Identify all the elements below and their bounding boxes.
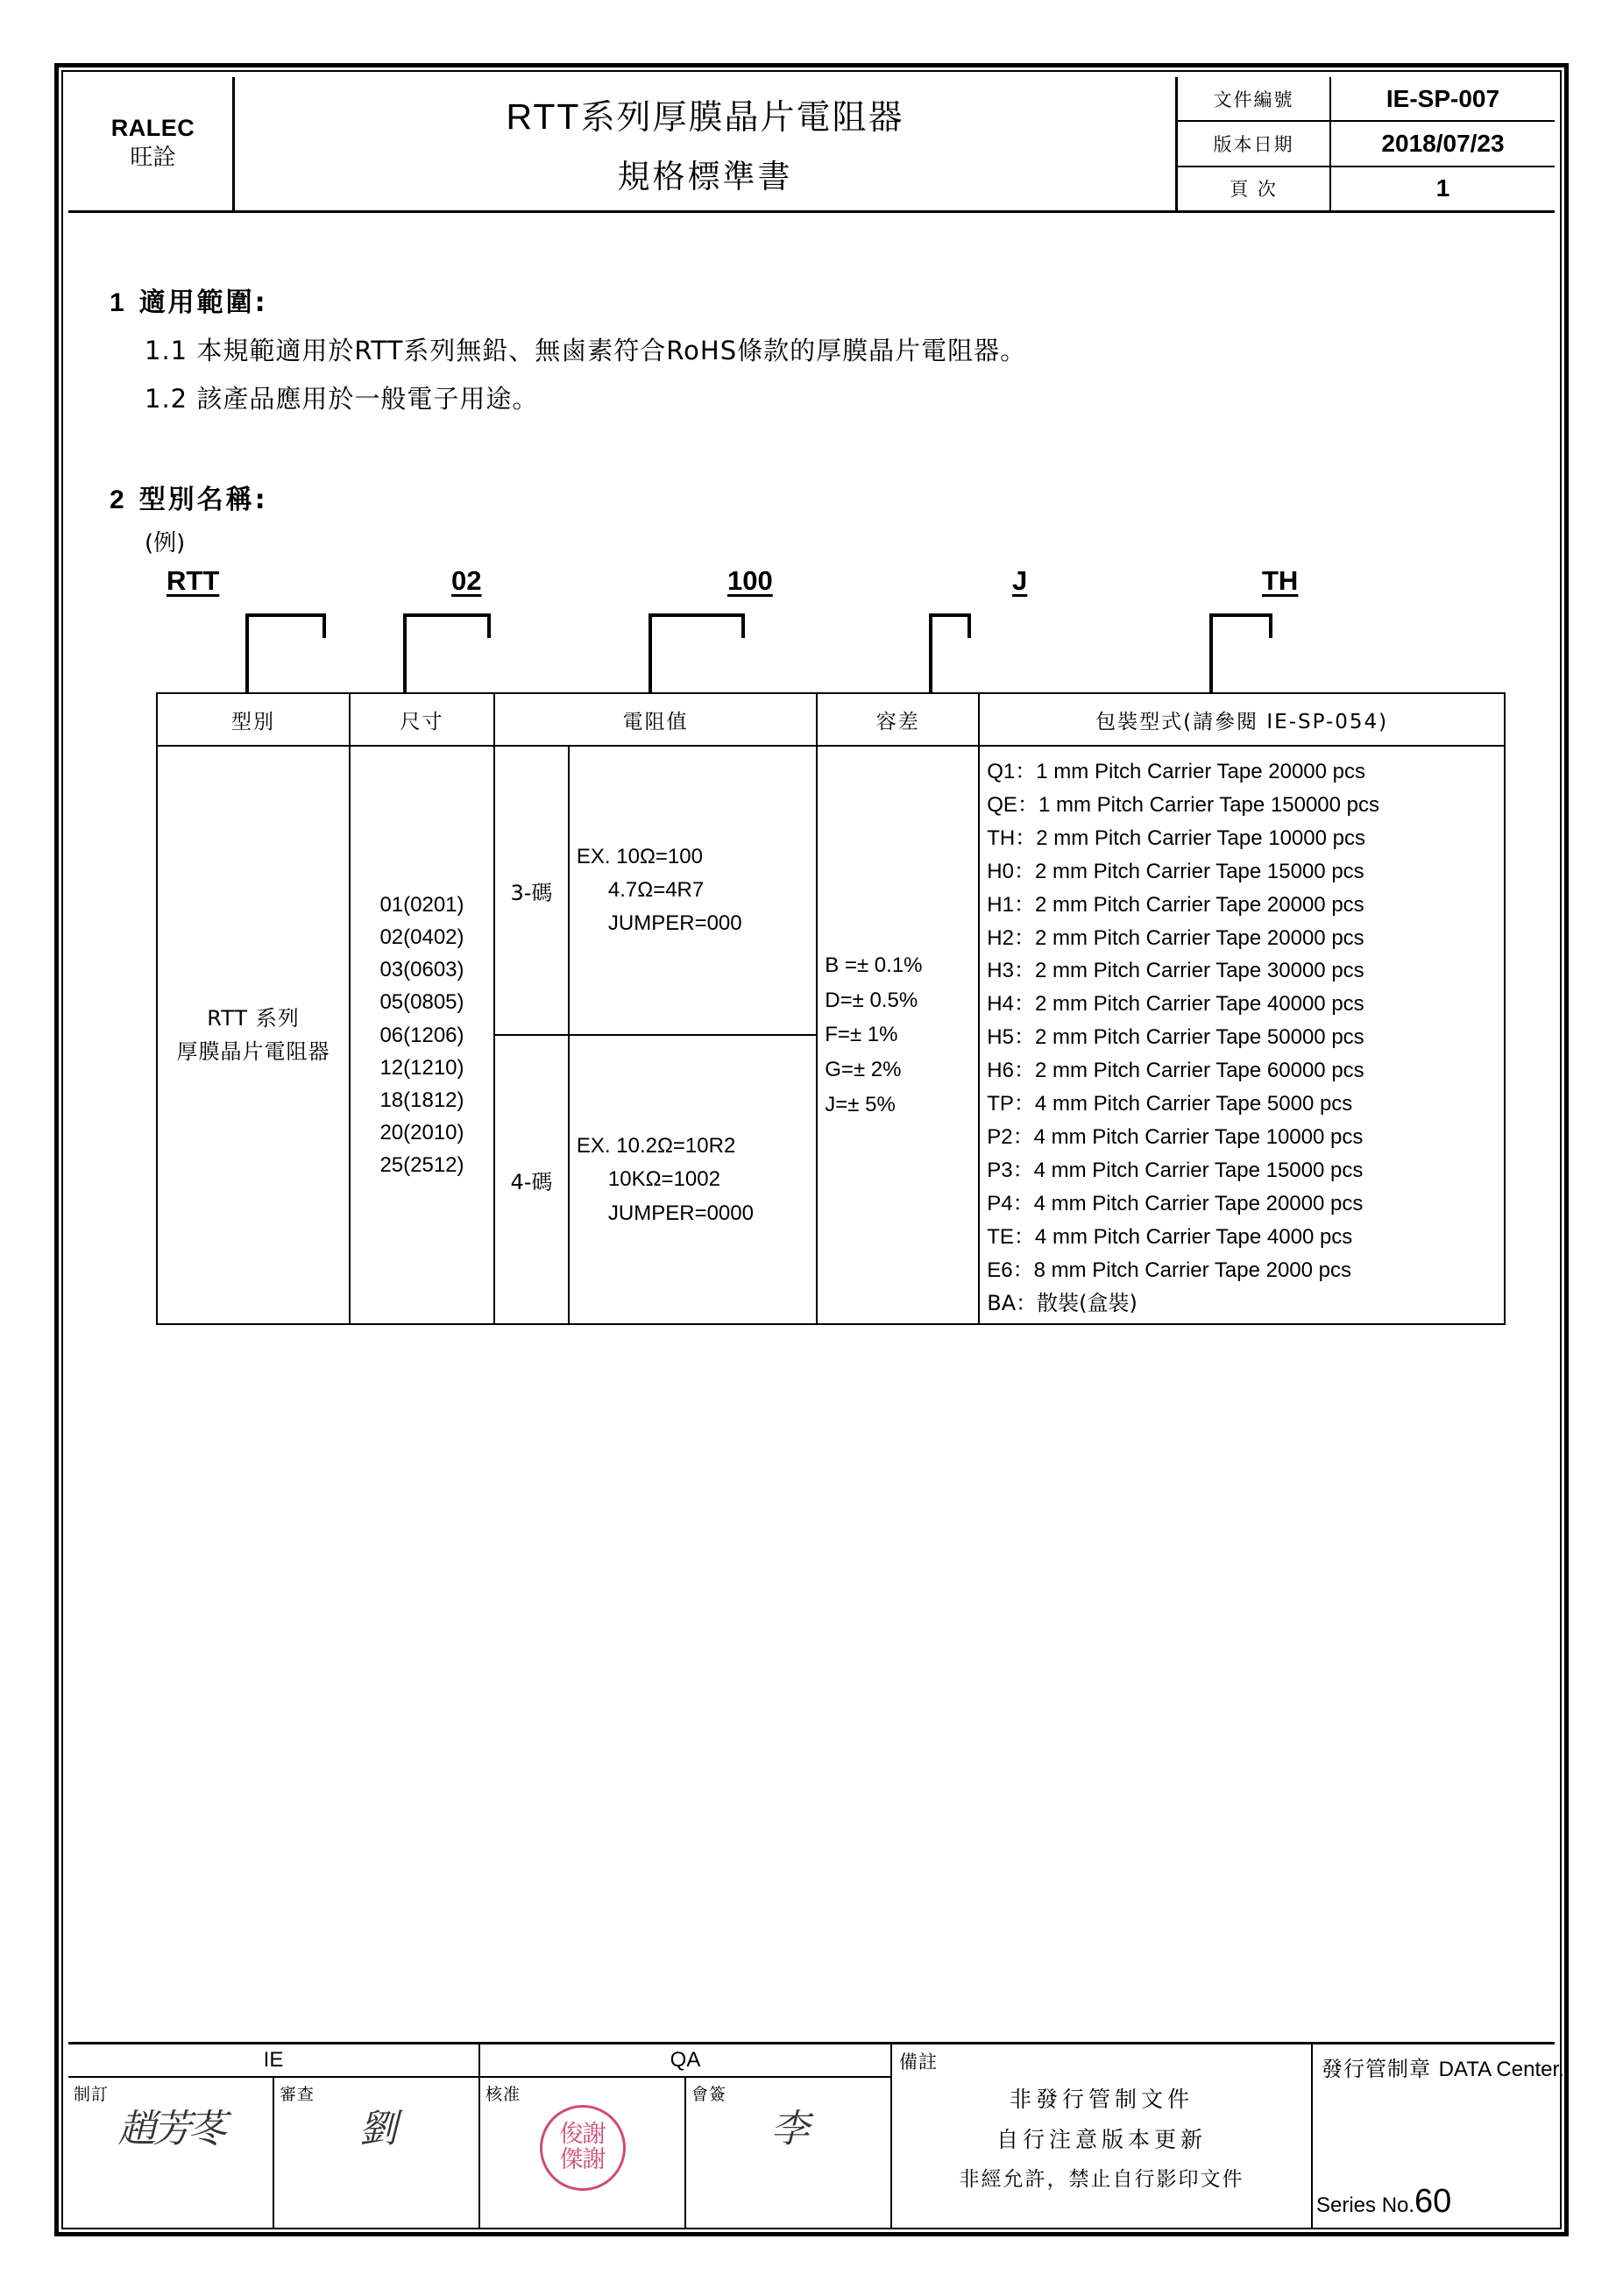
document-title-line1-cn: 系列厚膜晶片電阻器 <box>580 98 904 138</box>
footer-issue-block <box>1313 2044 1564 2229</box>
table-row <box>157 746 1505 1035</box>
footer-notes-text <box>892 2080 1311 2198</box>
size-item: 02(0402) <box>379 925 464 950</box>
doc-date-value: 2018/07/23 <box>1381 129 1505 157</box>
cell-type <box>157 746 350 1324</box>
resistance-example-line: JUMPER=000 <box>607 911 742 936</box>
doc-page-value: 1 <box>1435 174 1450 202</box>
document-title-line2: 規格標準書 <box>617 158 793 195</box>
section-partnumber <box>110 478 1512 557</box>
packaging-item: H4：2 mm Pitch Carrier Tape 40000 pcs <box>987 992 1364 1017</box>
section-scope-line-1: 1.1 本規範適用於RTT系列無鉛、無鹵素符合RoHS條款的厚膜晶片電阻器。 <box>145 336 1027 365</box>
part-number-segment-tolerance: J <box>1012 565 1028 596</box>
size-item: 25(2512) <box>379 1153 464 1178</box>
packaging-item: P2：4 mm Pitch Carrier Tape 10000 pcs <box>987 1124 1364 1149</box>
document-title-series: RTT <box>506 96 581 137</box>
signature-cell-countersign <box>686 2078 890 2229</box>
part-number-segment-resistance: 100 <box>727 565 773 596</box>
resistance-example-line: EX. 10Ω=100 <box>576 844 703 868</box>
packaging-item: H5：2 mm Pitch Carrier Tape 50000 pcs <box>987 1025 1364 1050</box>
size-item: 05(0805) <box>379 990 464 1015</box>
signature-cell-reviewed <box>274 2078 480 2229</box>
signature-mark-countersign: 李 <box>770 2107 806 2151</box>
part-number-segment-size: 02 <box>451 565 482 596</box>
leader-line-tolerance <box>929 613 990 692</box>
packaging-item: Q1：1 mm Pitch Carrier Tape 20000 pcs <box>987 760 1366 783</box>
resistance-example-line: 4.7Ω=4R7 <box>607 877 705 902</box>
approval-stamp-icon <box>540 2105 626 2191</box>
doc-number-row <box>1178 77 1555 122</box>
signature-label-reviewed: 審查 <box>280 2085 315 2104</box>
brand-name-cn: 旺詮 <box>130 144 176 171</box>
signature-mark-reviewed: 劉 <box>358 2107 394 2151</box>
section-scope-line-2: 1.2 該產品應用於一般電子用途。 <box>145 384 539 414</box>
doc-date-label: 版本日期 <box>1178 122 1331 165</box>
doc-page-row <box>1178 167 1555 210</box>
packaging-item: TE：4 mm Pitch Carrier Tape 4000 pcs <box>987 1224 1353 1249</box>
cell-code-3digit: 3-碼 <box>494 746 569 1035</box>
series-number-label: Series No. <box>1316 2193 1415 2217</box>
signature-label-countersign: 會簽 <box>691 2085 727 2104</box>
part-number-breakdown <box>149 565 1516 600</box>
leader-line-type <box>245 613 351 692</box>
tolerance-item: G=± 2% <box>825 1058 902 1081</box>
tolerance-item: F=± 1% <box>825 1023 898 1047</box>
doc-number-value: IE-SP-007 <box>1386 84 1500 112</box>
tolerance-item: B =± 0.1% <box>825 953 923 978</box>
stamp-line1: 俊謝 <box>559 2121 606 2149</box>
leader-line-packaging <box>1209 613 1288 692</box>
document-footer <box>68 2042 1564 2229</box>
packaging-item: BA：散裝(盒裝) <box>987 1290 1138 1315</box>
packaging-item: H6：2 mm Pitch Carrier Tape 60000 pcs <box>987 1059 1364 1083</box>
leader-line-size <box>403 613 517 692</box>
cell-sizes <box>350 746 494 1324</box>
footer-notes-block <box>892 2044 1313 2229</box>
footer-department-qa: QA <box>670 2048 701 2072</box>
footer-signature-row <box>68 2078 890 2229</box>
document-header <box>68 77 1555 213</box>
signature-cell-approved <box>480 2078 686 2229</box>
packaging-item: TP：4 mm Pitch Carrier Tape 5000 pcs <box>987 1092 1353 1116</box>
part-number-segment-packaging: TH <box>1262 565 1299 596</box>
document-meta-block <box>1178 77 1555 210</box>
packaging-item: H1：2 mm Pitch Carrier Tape 20000 pcs <box>987 892 1364 917</box>
size-item: 01(0201) <box>379 892 464 917</box>
tolerance-item: J=± 5% <box>825 1092 896 1116</box>
resistance-example-line: EX. 10.2Ω=10R2 <box>576 1133 736 1158</box>
packaging-item: P3：4 mm Pitch Carrier Tape 15000 pcs <box>987 1158 1364 1182</box>
issue-control-label: 發行管制章 <box>1322 2057 1431 2081</box>
issue-control-value: DATA Center. <box>1438 2058 1564 2081</box>
cell-tolerance <box>817 746 979 1324</box>
section-partnumber-number: 2 <box>110 485 127 514</box>
size-item: 18(1812) <box>379 1088 464 1112</box>
doc-number-label: 文件編號 <box>1178 77 1331 120</box>
document-title-line1 <box>507 90 904 139</box>
signature-label-approved: 核准 <box>485 2085 521 2104</box>
resistance-example-line: 10KΩ=1002 <box>607 1167 720 1192</box>
packaging-item: H2：2 mm Pitch Carrier Tape 20000 pcs <box>987 925 1364 950</box>
packaging-item: H3：2 mm Pitch Carrier Tape 30000 pcs <box>987 959 1364 983</box>
size-item: 06(1206) <box>379 1023 464 1047</box>
section-scope <box>110 280 1512 415</box>
stamp-line2: 傑謝 <box>559 2145 606 2173</box>
section-scope-heading <box>110 280 1512 319</box>
cell-type-line1: RTT 系列 <box>207 1005 300 1031</box>
section-partnumber-example-note: (例) <box>145 530 186 556</box>
th-resistance: 電阻值 <box>494 693 817 746</box>
th-packaging: 包裝型式(請參閱 IE-SP-054) <box>979 693 1505 746</box>
size-item: 20(2010) <box>379 1121 464 1145</box>
packaging-item: E6：8 mm Pitch Carrier Tape 2000 pcs <box>987 1258 1351 1282</box>
footer-notes-label: 備註 <box>899 2052 938 2073</box>
cell-packaging <box>979 746 1505 1324</box>
th-size: 尺寸 <box>350 693 494 746</box>
cell-resistance-4digit <box>569 1035 817 1324</box>
th-tolerance: 容差 <box>817 693 979 746</box>
part-number-segment-type: RTT <box>167 565 220 596</box>
cell-type-line2: 厚膜晶片電阻器 <box>176 1039 330 1065</box>
packaging-item: TH：2 mm Pitch Carrier Tape 10000 pcs <box>987 826 1365 850</box>
section-scope-title: 適用範圍: <box>138 287 268 318</box>
section-scope-number: 1 <box>110 288 127 317</box>
packaging-item: P4：4 mm Pitch Carrier Tape 20000 pcs <box>987 1191 1364 1215</box>
packaging-item: QE：1 mm Pitch Carrier Tape 150000 pcs <box>987 792 1380 817</box>
footer-signature-block <box>68 2044 892 2229</box>
section-partnumber-heading <box>110 478 1512 516</box>
issue-control-stamp <box>1322 2052 1564 2082</box>
footer-note-line: 非發行管制文件 <box>1009 2087 1194 2112</box>
doc-page-label: 頁 次 <box>1178 167 1331 210</box>
signature-mark-drafted: 趙芳苳 <box>117 2107 223 2151</box>
part-number-table <box>156 692 1506 1325</box>
series-number-value: 60 <box>1414 2183 1452 2220</box>
packaging-item: H0：2 mm Pitch Carrier Tape 15000 pcs <box>987 859 1364 883</box>
th-type: 型別 <box>157 693 350 746</box>
doc-date-row <box>1178 122 1555 167</box>
document-title <box>235 77 1178 210</box>
cell-code-4digit: 4-碼 <box>494 1035 569 1324</box>
leader-line-resistance <box>648 613 762 692</box>
footer-department-row <box>68 2044 890 2078</box>
size-item: 12(1210) <box>379 1055 464 1080</box>
resistance-example-line: JUMPER=0000 <box>607 1201 754 1225</box>
series-number <box>1316 2183 1451 2221</box>
footer-department-ie: IE <box>68 2044 480 2076</box>
signature-label-drafted: 制訂 <box>74 2085 110 2104</box>
section-partnumber-title: 型別名稱: <box>138 485 268 515</box>
size-item: 03(0603) <box>379 958 464 982</box>
footer-note-line: 非經允許，禁止自行影印文件 <box>959 2167 1244 2191</box>
company-logo <box>68 77 235 210</box>
tolerance-item: D=± 0.5% <box>825 988 918 1012</box>
table-header-row <box>157 693 1505 746</box>
brand-name-en: RALEC <box>110 115 195 142</box>
cell-resistance-3digit <box>569 746 817 1035</box>
signature-cell-drafted <box>68 2078 274 2229</box>
footer-note-line: 自行注意版本更新 <box>996 2127 1207 2153</box>
